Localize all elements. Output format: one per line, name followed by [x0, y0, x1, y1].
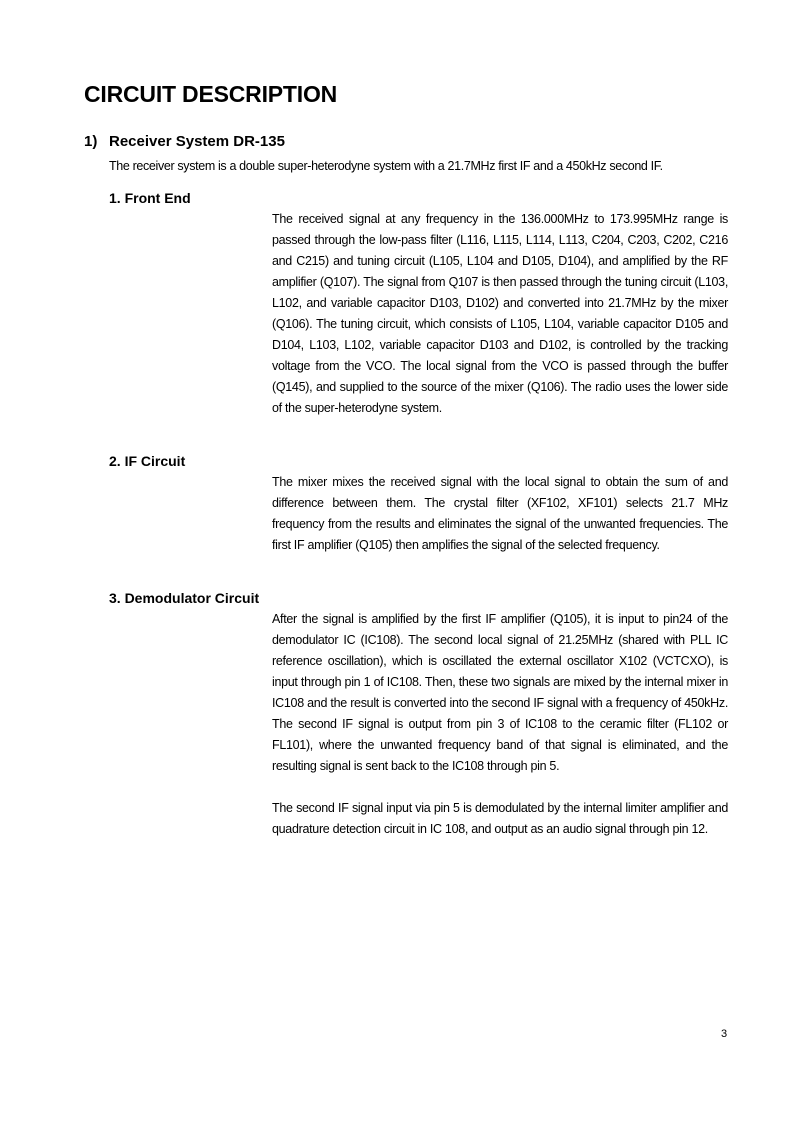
paragraph-demodulator-2: The second IF signal input via pin 5 is demodulated by the internal limiter amplifier and quadrature detection circuit in IC 108, and output as an audio signal through pin 12. [272, 801, 728, 836]
section-title: Receiver System DR-135 [109, 133, 285, 150]
page-title: CIRCUIT DESCRIPTION [84, 81, 338, 107]
subsection-heading-if-circuit: 2. IF Circuit [109, 453, 186, 469]
paragraph-if-circuit: The mixer mixes the received signal with the local signal to obtain the sum of and difference between them. The crystal filter (XF102, XF101) selects 21.7 MHz frequency from the results and eliminates the signal of the unwanted frequencies. The first IF amplifier (Q105) then amplifies the signal of the selected frequency. [272, 475, 728, 552]
paragraph-demodulator-1: After the signal is amplified by the first IF amplifier (Q105), it is input to pin24 of the demodulator IC (IC108). The second local signal of 21.25MHz (shared with PLL IC reference oscillation), which is oscillated the external oscillator X102 (VCTCXO), is input through pin 1 of IC108. Then, these two signals are mixed by the internal mixer in IC108 and the result is converted into the second IF signal with a frequency of 450kHz. The second IF signal is output from pin 3 of IC108 to the ceramic filter (FL102 or FL101), where the unwanted frequency band of that signal is eliminated, and the resulting signal is sent back to the IC108 through pin 5. [272, 612, 728, 773]
section-heading [84, 133, 285, 150]
section-intro: The receiver system is a double super-heterodyne system with a 21.7MHz first IF and a 450kHz second IF. [109, 159, 663, 173]
section-number: 1) [84, 133, 98, 150]
page-number: 3 [721, 1028, 728, 1040]
subsection-heading-demodulator: 3. Demodulator Circuit [109, 590, 260, 606]
subsection-heading-front-end: 1. Front End [109, 190, 191, 206]
paragraph-front-end: The received signal at any frequency in the 136.000MHz to 173.995MHz range is passed through the low-pass filter (L116, L115, L114, L113, C204, C203, C202, C216 and C215) and tuning circuit (L105, L104 and D105, D104), and amplified by the RF amplifier (Q107). The signal from Q107 is then passed through the tuning circuit (L103, L102, and variable capacitor D103, D102) and converted into 21.7MHz by the mixer (Q106). The tuning circuit, which consists of L105, L104, variable capacitor D105 and D104, L103, L102, variable capacitor D103 and D102, is controlled by the tracking voltage from the VCO. The local signal from the VCO is passed through the buffer (Q145), and supplied to the source of the mixer (Q106). The radio uses the lower side of the super-heterodyne system. [272, 212, 728, 415]
